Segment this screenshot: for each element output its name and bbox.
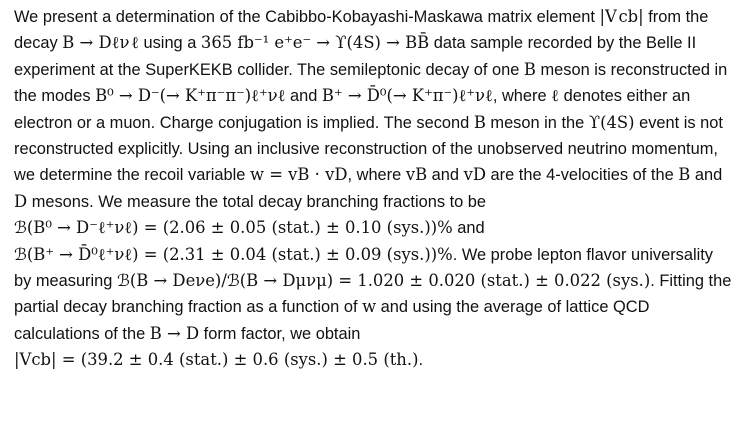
abstract-text: and: [427, 166, 464, 185]
math-vcb-result: |Vcb| = (39.2 ± 0.4 (stat.) ± 0.6 (sys.) ± 0.5 (th.): [14, 350, 419, 370]
abstract-text: , where: [347, 166, 406, 185]
math-d-meson: D: [14, 191, 28, 211]
abstract-text: and using the average of lattice QCD calculations of the: [14, 298, 650, 343]
math-lfu-ratio: ℬ(B → Deνe)/ℬ(B → Dμνμ) = 1.020 ± 0.020 (stat.) ± 0.022 (sys.): [116, 271, 651, 291]
abstract-text: . We probe lepton flavor universality by measuring: [14, 245, 713, 291]
math-upsilon: ϒ(4S): [588, 112, 635, 132]
math-mode-charged: B⁺ → D̄⁰(→ K⁺π⁻)ℓ⁺νℓ: [321, 86, 493, 106]
abstract-text: meson in the: [485, 113, 589, 132]
math-b-meson: B: [678, 165, 691, 185]
math-b-meson: B: [473, 112, 486, 132]
math-form-factor: B → D: [149, 323, 200, 343]
math-w: w: [362, 297, 377, 317]
math-vcb: |V cb|: [599, 7, 644, 26]
math-bf-neutral: ℬ(B⁰ → D⁻ℓ⁺νℓ) = (2.06 ± 0.05 (stat.) ± 0.10 (sys.))%: [14, 218, 453, 238]
abstract-text: We present a determination of the Cabibbo-Kobayashi-Maskawa matrix element: [14, 8, 600, 26]
abstract-text: , where: [492, 87, 552, 106]
math-bf-charged: ℬ(B⁺ → D̄⁰ℓ⁺νℓ) = (2.31 ± 0.04 (stat.) ± 0.09 (sys.))%: [14, 244, 453, 264]
abstract-text: from the decay: [14, 8, 709, 53]
math-lepton: ℓ: [551, 86, 560, 106]
math-mode-neutral: B⁰ → D⁻(→ K⁺π⁻π⁻)ℓ⁺νℓ: [95, 86, 286, 106]
abstract-text: meson is reconstructed in the modes: [14, 60, 728, 106]
abstract-text: data sample recorded by the Belle II experiment at the SuperKEKB collider. The semileptonic decay of one: [14, 34, 697, 79]
math-vd: vD: [463, 165, 486, 185]
abstract-text: form factor, we obtain: [199, 324, 361, 343]
abstract-text: and: [285, 87, 322, 106]
math-luminosity: 365 fb⁻¹ e⁺e⁻ → ϒ(4S) → BB̄: [200, 33, 430, 53]
abstract-text: denotes either an electron or a muon. Charge conjugation is implied. The second: [14, 87, 691, 132]
math-vb: vB: [405, 165, 428, 185]
math-b-meson: B: [523, 59, 536, 79]
abstract-text: and: [690, 166, 723, 185]
abstract-text: .: [418, 351, 424, 370]
abstract-text: . Fitting the partial decay branching fraction as a function of: [14, 272, 732, 317]
abstract-text: event is not reconstructed explicitly. Using an inclusive reconstruction of the unobserved neutrino momentum, we determine the recoil variable: [14, 113, 723, 185]
abstract-text: using a: [138, 34, 201, 53]
math-decay: B → Dℓν ℓ: [62, 33, 139, 53]
math-recoil-variable: w = vB · vD: [249, 165, 348, 185]
abstract-text: are the 4-velocities of the: [486, 166, 679, 185]
abstract-text: mesons. We measure the total decay branching fractions to be: [27, 192, 487, 211]
abstract-text: and: [452, 219, 485, 238]
